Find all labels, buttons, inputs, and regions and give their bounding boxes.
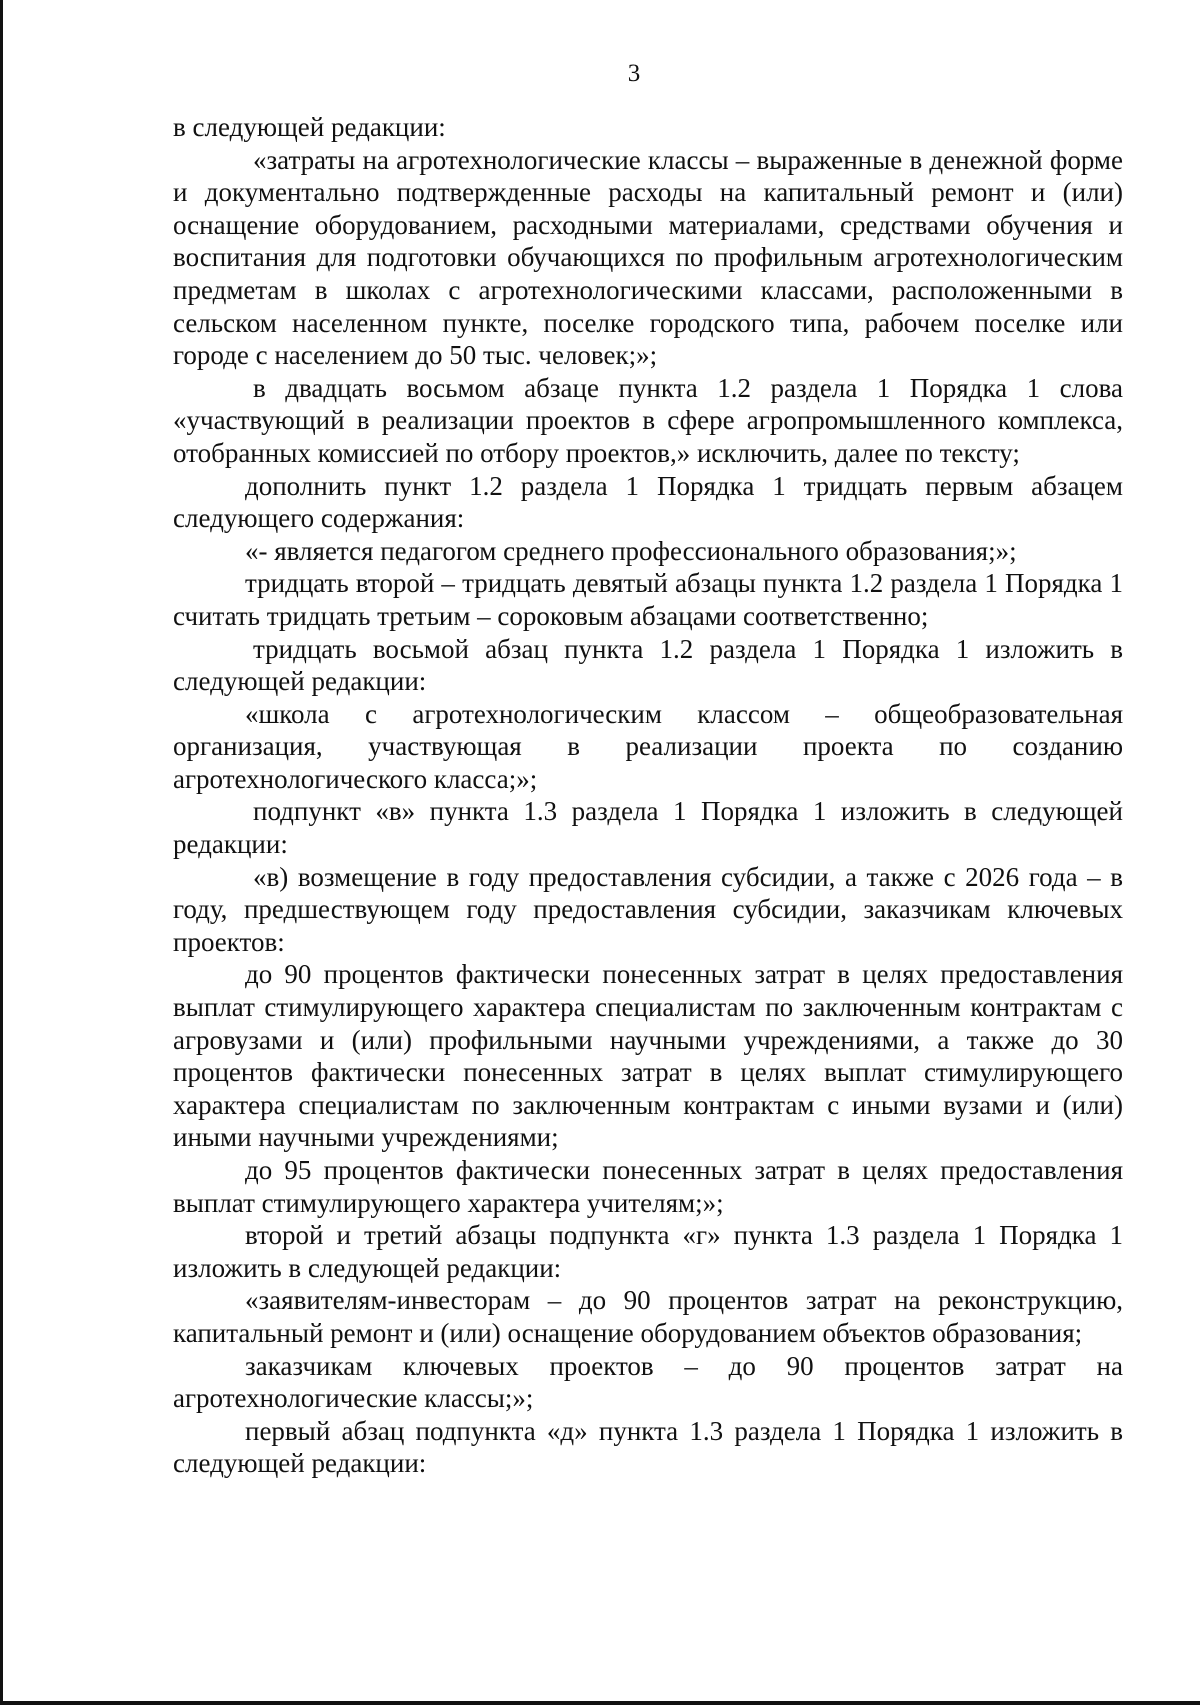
- scan-left-edge: [0, 0, 3, 1705]
- paragraph: тридцать второй – тридцать девятый абзацы пункта 1.2 раздела 1 Порядка 1 считать тридцать третьим – сороковым абзацами соответственно;: [173, 568, 1123, 631]
- scan-bottom-edge: [0, 1701, 1200, 1705]
- paragraph: заказчикам ключевых проектов – до 90 процентов затрат на агротехнологические классы;»;: [173, 1350, 1123, 1414]
- paragraph: дополнить пункт 1.2 раздела 1 Порядка 1 тридцать первым абзацем следующего содержания:: [173, 470, 1123, 534]
- page-number: 3: [627, 60, 641, 87]
- paragraph: «в) возмещение в году предоставления субсидии, а также с 2026 года – в году, предшествующем году предоставления субсидии, заказчикам ключевых проектов:: [173, 861, 1123, 957]
- paragraph: тридцать восьмой абзац пункта 1.2 раздела 1 Порядка 1 изложить в следующей редакции:: [173, 633, 1123, 697]
- paragraph: «затраты на агротехнологические классы – выраженные в денежной форме и документально подтвержденные расходы на капитальный ремонт и (или) оснащение оборудованием, расходными материалами, средствами обучения и воспитания для подготовки обучающихся по профильным агротехнологическим предметам в школах с агротехнологическими классами, расположенными в сельском населенном пункте, поселке городского типа, рабочем поселке или городе с населением до 50 тыс. человек;»;: [173, 144, 1123, 371]
- paragraph: «школа с агротехнологическим классом – общеобразовательная организация, участвующая в реализации проекта по созданию агротехнологического класса;»;: [173, 698, 1123, 794]
- paragraph: второй и третий абзацы подпункта «г» пункта 1.3 раздела 1 Порядка 1 изложить в следующей редакции:: [173, 1220, 1123, 1283]
- paragraph: «заявителям-инвесторам – до 90 процентов затрат на реконструкцию, капитальный ремонт и (или) оснащение оборудованием объектов образования;: [173, 1285, 1123, 1348]
- paragraph: первый абзац подпункта «д» пункта 1.3 раздела 1 Порядка 1 изложить в следующей редакции:: [173, 1415, 1123, 1479]
- paragraph: в двадцать восьмом абзаце пункта 1.2 раздела 1 Порядка 1 слова «участвующий в реализации проектов в сфере агропромышленного комплекса, отобранных комиссией по отбору проектов,» исключить, далее по тексту;: [173, 372, 1123, 468]
- paragraph: до 95 процентов фактически понесенных затрат в целях предоставления выплат стимулирующего характера учителям;»;: [173, 1155, 1123, 1218]
- paragraph: до 90 процентов фактически понесенных затрат в целях предоставления выплат стимулирующего характера специалистам по заключенным контрактам с агровузами и (или) профильными научными учреждениями, а также до 30 процентов фактически понесенных затрат в целях выплат стимулирующего характера специалистам по заключенным контрактам с иными вузами и (или) иными научными учреждениями;: [173, 959, 1123, 1153]
- document-body: [173, 111, 1123, 1480]
- paragraph: подпункт «в» пункта 1.3 раздела 1 Порядка 1 изложить в следующей редакции:: [173, 796, 1123, 860]
- paragraph: «- является педагогом среднего профессионального образования;»;: [245, 535, 1017, 566]
- paragraph: в следующей редакции:: [173, 112, 446, 142]
